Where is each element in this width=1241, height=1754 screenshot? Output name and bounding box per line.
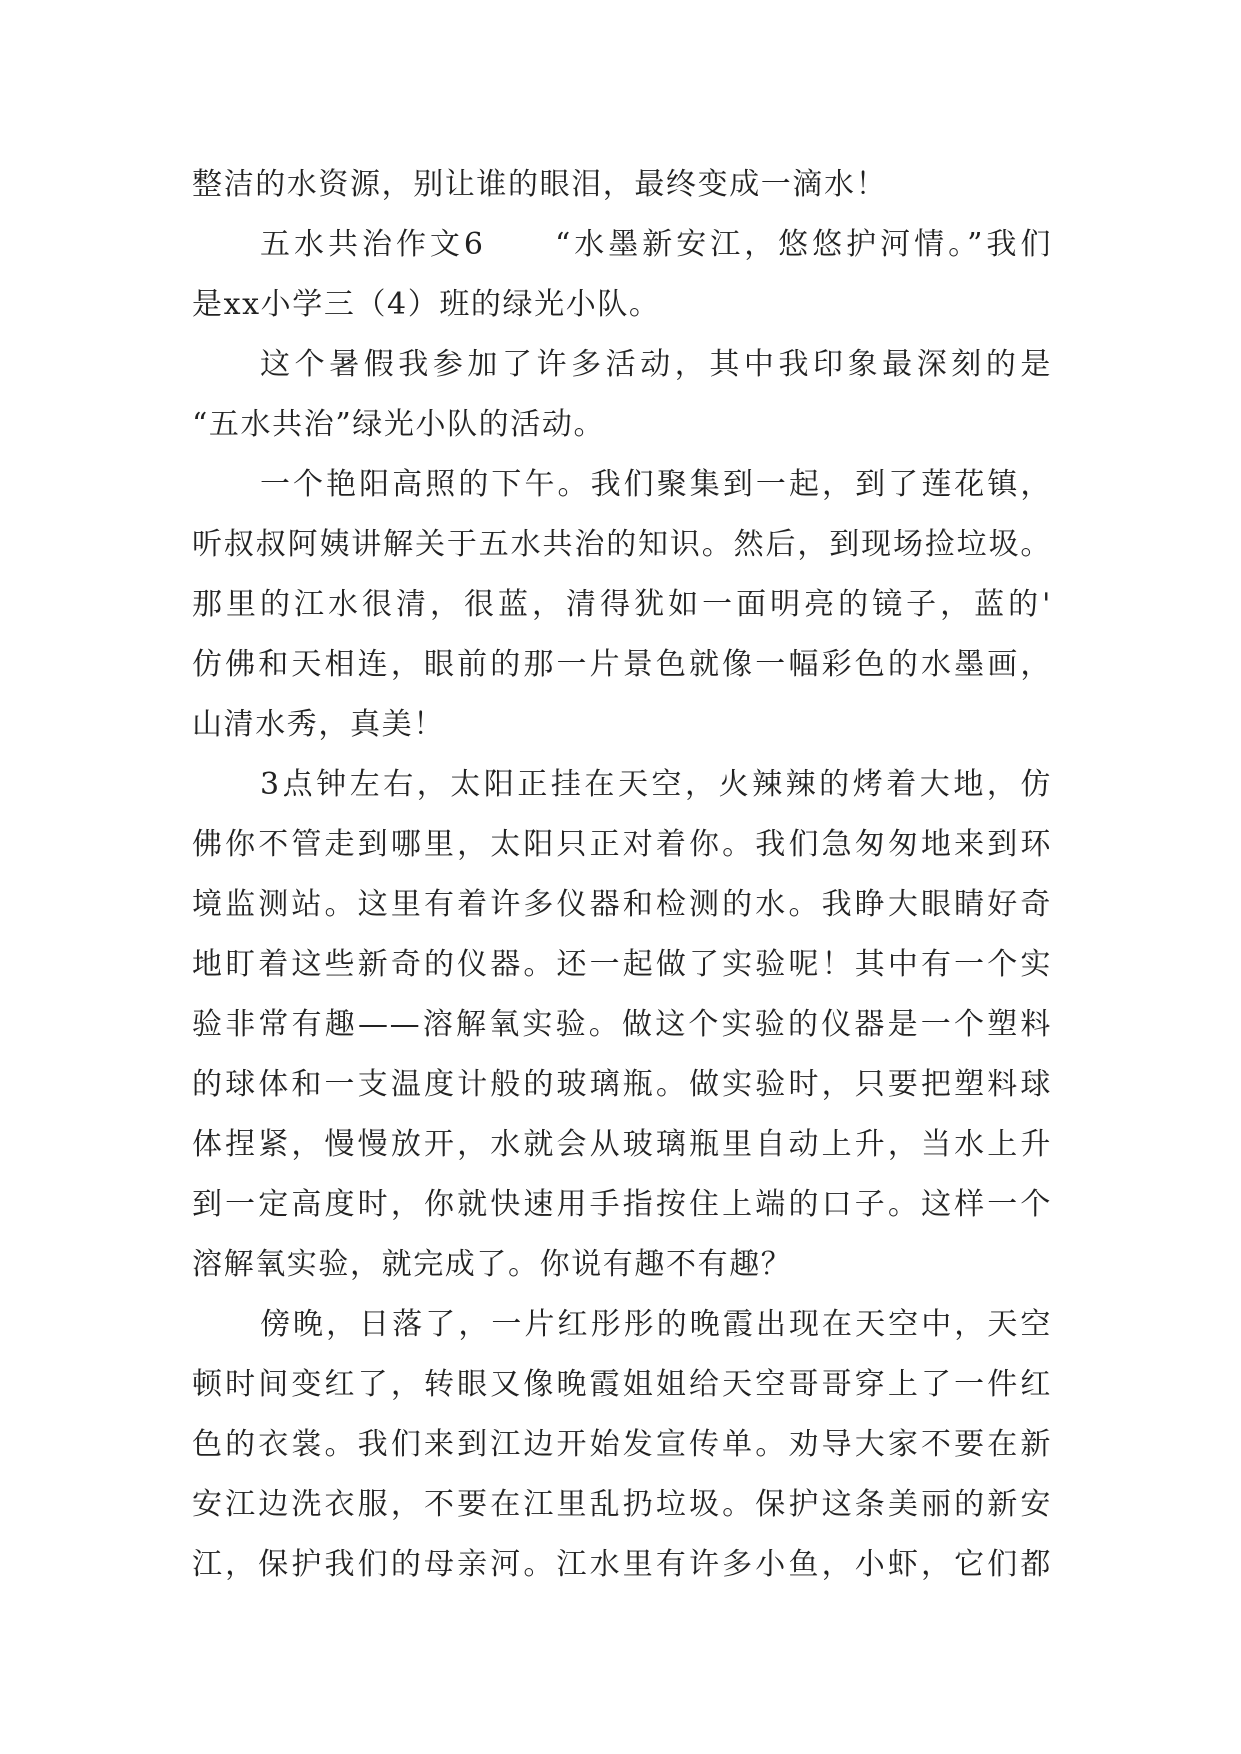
paragraph-line: 傍晚，日落了，一片红彤彤的晚霞出现在天空中，天空 <box>260 1307 1052 1342</box>
paragraph-line: 听叔叔阿姨讲解关于五水共治的知识。然后，到现场捡垃圾。 <box>192 527 1052 562</box>
paragraph-line: 一个艳阳高照的下午。我们聚集到一起，到了莲花镇， <box>260 467 1052 502</box>
paragraph-line: 那里的江水很清，很蓝，清得犹如一面明亮的镜子，蓝的' <box>192 587 1052 622</box>
paragraph-line: 仿佛和天相连，眼前的那一片景色就像一幅彩色的水墨画， <box>192 647 1052 682</box>
paragraph-line: 江，保护我们的母亲河。江水里有许多小鱼，小虾，它们都 <box>192 1547 1052 1582</box>
paragraph-line: 五水共治作文6 “水墨新安江，悠悠护河情。”我们 <box>260 227 1052 262</box>
paragraph-line: 安江边洗衣服，不要在江里乱扔垃圾。保护这条美丽的新安 <box>192 1487 1052 1522</box>
paragraph-line: 到一定高度时，你就快速用手指按住上端的口子。这样一个 <box>192 1187 1052 1222</box>
paragraph-line: 的球体和一支温度计般的玻璃瓶。做实验时，只要把塑料球 <box>192 1067 1052 1102</box>
paragraph-line: 整洁的水资源，别让谁的眼泪，最终变成一滴水！ <box>192 167 888 202</box>
paragraph-line: 佛你不管走到哪里，太阳只正对着你。我们急匆匆地来到环 <box>192 827 1052 862</box>
paragraph-line: 体捏紧，慢慢放开，水就会从玻璃瓶里自动上升，当水上升 <box>192 1127 1052 1162</box>
paragraph-line: 山清水秀，真美！ <box>192 707 445 742</box>
paragraph-line: 3点钟左右，太阳正挂在天空，火辣辣的烤着大地，仿 <box>260 767 1052 802</box>
paragraph-line: 顿时间变红了，转眼又像晚霞姐姐给天空哥哥穿上了一件红 <box>192 1367 1052 1402</box>
document-body <box>192 155 1052 1595</box>
paragraph-line: “五水共治”绿光小队的活动。 <box>192 407 606 442</box>
paragraph-line: 溶解氧实验，就完成了。你说有趣不有趣？ <box>192 1247 793 1282</box>
paragraph-line: 验非常有趣——溶解氧实验。做这个实验的仪器是一个塑料 <box>192 1007 1052 1042</box>
paragraph-line: 是xx小学三（4）班的绿光小队。 <box>192 287 661 322</box>
paragraph-line: 境监测站。这里有着许多仪器和检测的水。我睁大眼睛好奇 <box>192 887 1052 922</box>
paragraph-line: 色的衣裳。我们来到江边开始发宣传单。劝导大家不要在新 <box>192 1427 1052 1462</box>
paragraph-line: 地盯着这些新奇的仪器。还一起做了实验呢！其中有一个实 <box>192 947 1052 982</box>
paragraph-line: 这个暑假我参加了许多活动，其中我印象最深刻的是 <box>260 347 1052 382</box>
